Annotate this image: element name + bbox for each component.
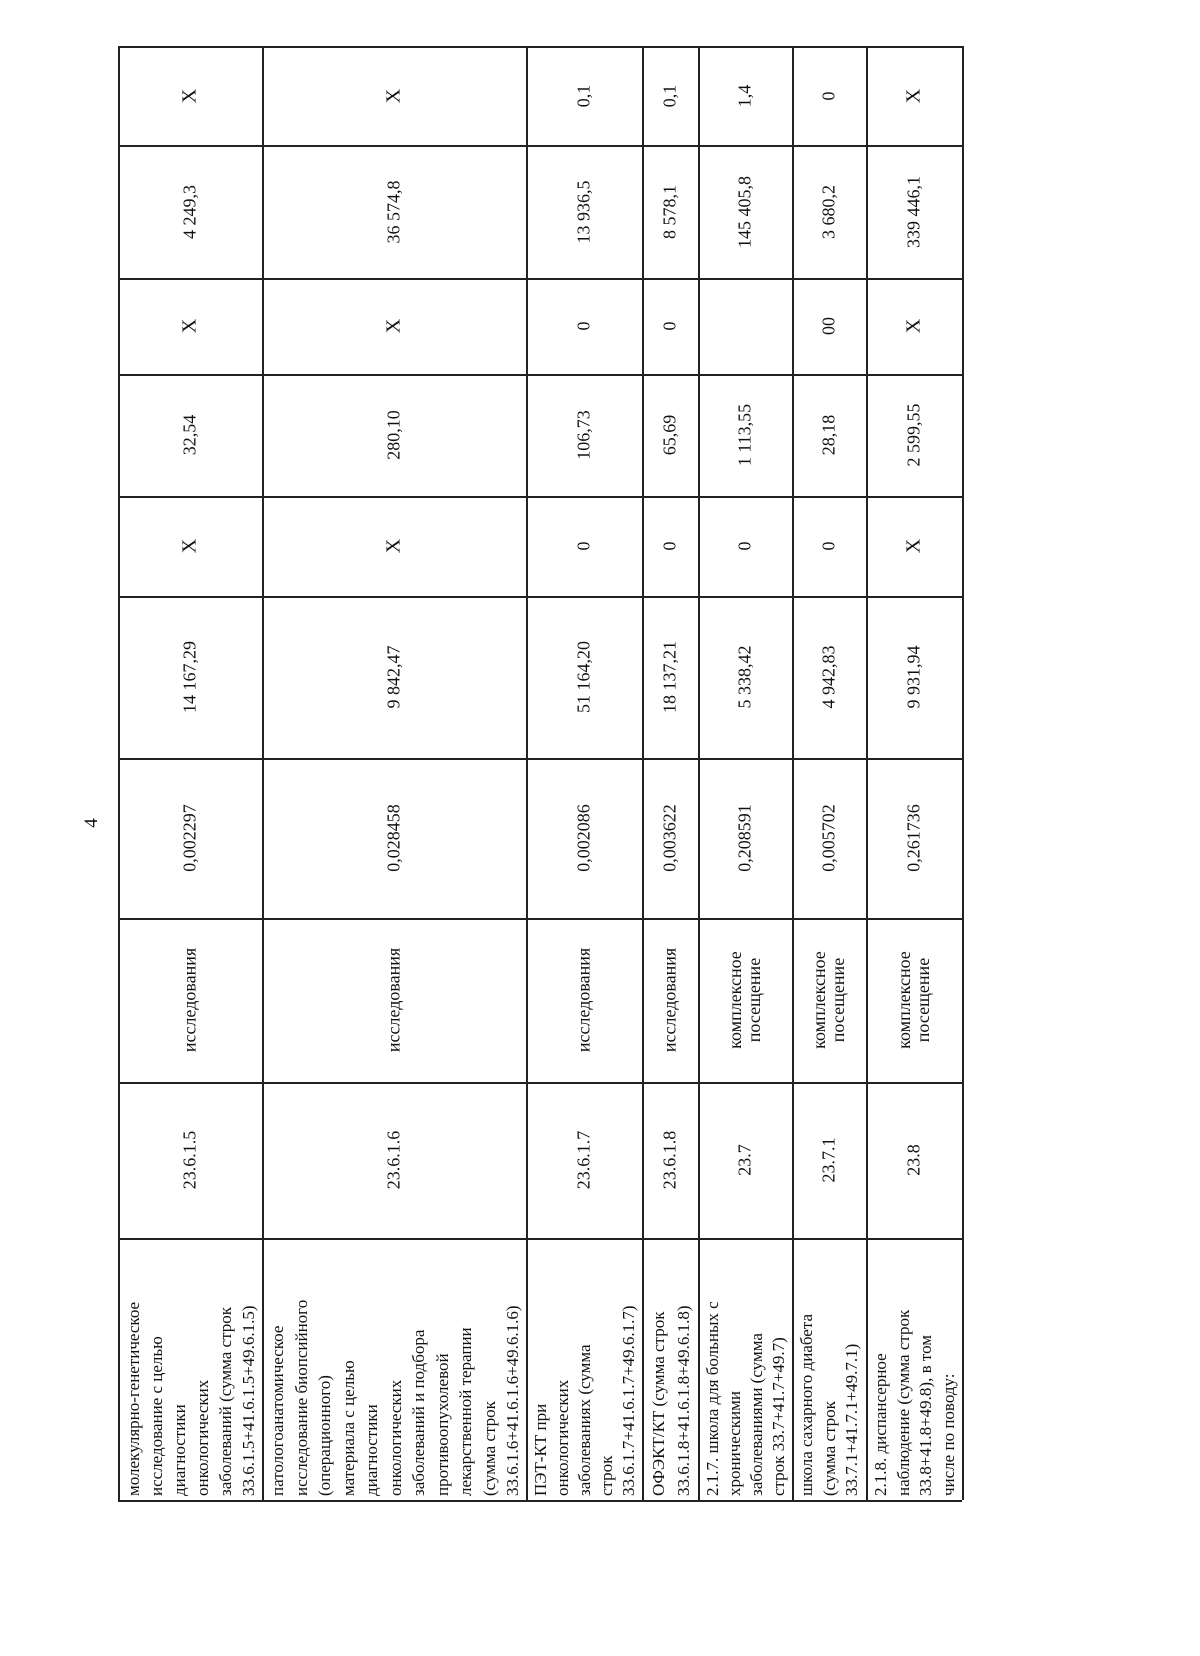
description-line: патологоанатомическое (268, 1325, 287, 1496)
c4-value: 0,261736 (903, 804, 924, 872)
c4-value: 0,028458 (383, 804, 404, 872)
description-line: материала с целью (338, 1360, 358, 1496)
c10-value: 0,1 (573, 84, 594, 107)
description-line: школа сахарного диабета (797, 1313, 816, 1496)
col10-cell (526, 46, 642, 145)
c6-value: 0 (818, 541, 839, 551)
code-cell (698, 1082, 792, 1238)
col8-cell (866, 278, 962, 374)
unit-line: посещение (913, 957, 933, 1043)
unit-cell (526, 918, 642, 1082)
c5-value: 14 167,29 (179, 641, 200, 713)
col6-cell (526, 496, 642, 596)
c4-value: 0,002297 (179, 804, 200, 872)
unit-cell (866, 918, 962, 1082)
description-line: заболеваний и подбора (409, 1329, 428, 1496)
col6-cell (642, 496, 698, 596)
page-number: 4 (81, 818, 102, 828)
unit-line: исследования (659, 947, 680, 1053)
c9-value: 13 936,5 (573, 180, 594, 243)
c6-value: 0 (573, 541, 594, 551)
ratio-cell (792, 758, 866, 918)
description-line: 33.7.1+41.7.1+49.7.1) (842, 1343, 862, 1496)
code-value: 23.6.1.6 (383, 1130, 404, 1190)
c4-value: 0,002086 (573, 804, 594, 872)
cost-cell (262, 596, 526, 758)
cost-cell (698, 596, 792, 758)
col6-cell (792, 496, 866, 596)
c8-value: 0 (573, 321, 594, 331)
description-line: заболеваниями (сумма (747, 1333, 766, 1496)
cost-cell (118, 596, 262, 758)
amount-cell (118, 145, 262, 278)
c5-value: 18 137,21 (659, 641, 680, 713)
col6-cell (698, 496, 792, 596)
c9-value: 339 446,1 (903, 175, 924, 248)
table-rule (962, 46, 964, 1500)
unit-line: комплексное (894, 951, 914, 1049)
unit-line: комплексное (725, 951, 745, 1049)
col7-cell (698, 374, 792, 496)
col7-cell (262, 374, 526, 496)
c4-value: 0,003622 (659, 804, 680, 872)
col7-cell (642, 374, 698, 496)
cost-cell (526, 596, 642, 758)
description-line: исследование с целью (147, 1336, 166, 1496)
col7-cell (866, 374, 962, 496)
ratio-cell (698, 758, 792, 918)
description-line: противоопухолевой (432, 1353, 452, 1496)
c9-value: 36 574,8 (383, 180, 404, 243)
ratio-cell (866, 758, 962, 918)
description-line: онкологических (553, 1379, 572, 1496)
description-line: хроническими (725, 1391, 744, 1496)
col8-cell (698, 278, 792, 374)
amount-cell (642, 145, 698, 278)
amount-cell (792, 145, 866, 278)
col10-cell (642, 46, 698, 145)
description-line: заболеваний (сумма строк (216, 1306, 235, 1496)
col6-cell (118, 496, 262, 596)
description-line: строк (597, 1455, 616, 1496)
col10-cell (792, 46, 866, 145)
col7-cell (526, 374, 642, 496)
unit-line: исследования (573, 947, 594, 1053)
description-line: ПЭТ-КТ при (531, 1403, 550, 1496)
c6-value: X (178, 538, 201, 554)
col7-cell (792, 374, 866, 496)
code-cell (526, 1082, 642, 1238)
code-value: 23.7 (734, 1144, 755, 1176)
cost-cell (792, 596, 866, 758)
c5-value: 51 164,20 (573, 641, 594, 713)
description-line: онкологических (385, 1379, 405, 1496)
col6-cell (262, 496, 526, 596)
c6-value: 0 (659, 541, 680, 551)
ratio-cell (118, 758, 262, 918)
amount-cell (262, 145, 526, 278)
c7-value: 106,73 (573, 410, 594, 460)
col6-cell (866, 496, 962, 596)
c9-value: 8 578,1 (659, 184, 680, 239)
description-line: ОФЭКТ/КТ (сумма строк (649, 1311, 668, 1496)
code-value: 23.6.1.7 (573, 1130, 594, 1190)
c10-value: X (902, 88, 925, 103)
col10-cell (262, 46, 526, 145)
c7-value: 280,10 (383, 410, 404, 460)
c4-value: 0,208591 (734, 804, 755, 872)
unit-line: комплексное (809, 951, 829, 1049)
ratio-cell (262, 758, 526, 918)
description-line: 33.6.1.7+41.6.1.7+49.6.1.7) (619, 1305, 638, 1496)
col10-cell (118, 46, 262, 145)
c8-value: X (382, 318, 405, 334)
c10-value: X (178, 88, 201, 103)
unit-line: посещение (828, 957, 848, 1043)
description-line: (операционного) (315, 1375, 334, 1496)
c7-value: 65,69 (659, 414, 680, 456)
description-cell (118, 1238, 262, 1500)
description-line: 33.6.1.6+41.6.1.6+49.6.1.6) (503, 1305, 522, 1496)
description-line: 33.6.1.8+41.6.1.8+49.6.1.8) (674, 1305, 693, 1496)
description-line: (сумма строк (479, 1401, 499, 1496)
unit-cell (262, 918, 526, 1082)
unit-cell (118, 918, 262, 1082)
c4-value: 0,005702 (818, 804, 839, 872)
c7-value: 2 599,55 (903, 403, 924, 467)
c5-value: 9 842,47 (383, 645, 404, 709)
unit-cell (642, 918, 698, 1082)
c10-value: X (382, 88, 405, 103)
c8-value: 0 (659, 321, 680, 331)
unit-cell (792, 918, 866, 1082)
ratio-cell (642, 758, 698, 918)
c7-value: 32,54 (179, 414, 200, 456)
description-line: (сумма строк (819, 1401, 839, 1496)
code-cell (262, 1082, 526, 1238)
code-cell (792, 1082, 866, 1238)
description-line: строк 33.7+41.7+49.7) (769, 1337, 788, 1496)
description-cell (642, 1238, 698, 1500)
amount-cell (526, 145, 642, 278)
c10-value: 0,1 (659, 84, 680, 107)
description-cell (262, 1238, 526, 1500)
description-line: заболеваниях (сумма (575, 1344, 594, 1496)
unit-line: исследования (179, 947, 200, 1053)
description-cell (526, 1238, 642, 1500)
description-line: 2.1.8. диспансерное (871, 1353, 890, 1496)
code-value: 23.8 (903, 1144, 924, 1176)
c6-value: 0 (734, 541, 755, 551)
c8-value: 00 (818, 317, 839, 335)
ratio-cell (526, 758, 642, 918)
description-line: молекулярно-генетическое (124, 1301, 143, 1496)
code-cell (866, 1082, 962, 1238)
description-cell (866, 1238, 962, 1500)
c6-value: X (902, 538, 925, 554)
code-value: 23.7.1 (818, 1137, 839, 1183)
description-line: диагностики (362, 1404, 381, 1496)
cost-cell (866, 596, 962, 758)
description-line: лекарственной терапии (456, 1327, 475, 1496)
c7-value: 28,18 (818, 414, 839, 456)
unit-line: посещение (744, 957, 764, 1043)
description-line: диагностики (170, 1404, 189, 1496)
code-value: 23.6.1.5 (179, 1130, 200, 1190)
amount-cell (866, 145, 962, 278)
description-line: наблюдение (сумма строк (893, 1309, 913, 1496)
c9-value: 3 680,2 (818, 184, 839, 239)
c9-value: 145 405,8 (734, 175, 755, 248)
col8-cell (262, 278, 526, 374)
c8-value: X (178, 318, 201, 334)
c8-value: X (902, 318, 925, 334)
description-line: 33.8+41.8+49.8), в том (916, 1334, 935, 1496)
col8-cell (642, 278, 698, 374)
c9-value: 4 249,3 (179, 184, 200, 239)
c7-value: 1 113,55 (734, 403, 755, 467)
description-line: онкологических (193, 1379, 212, 1496)
c6-value: X (382, 538, 405, 554)
description-line: 33.6.1.5+41.6.1.5+49.6.1.5) (239, 1305, 258, 1496)
col8-cell (526, 278, 642, 374)
c10-value: 0 (818, 91, 839, 100)
code-cell (642, 1082, 698, 1238)
c5-value: 4 942,83 (818, 645, 839, 709)
c10-value: 1,4 (734, 84, 755, 107)
table-rule (118, 1500, 962, 1502)
amount-cell (698, 145, 792, 278)
col10-cell (698, 46, 792, 145)
col7-cell (118, 374, 262, 496)
col10-cell (866, 46, 962, 145)
code-value: 23.6.1.8 (659, 1130, 680, 1190)
cost-cell (642, 596, 698, 758)
description-line: исследование биопсийного (291, 1299, 311, 1496)
col8-cell (792, 278, 866, 374)
unit-line: исследования (383, 947, 404, 1053)
description-cell (792, 1238, 866, 1500)
description-line: 2.1.7. школа для больных с (703, 1301, 722, 1496)
c5-value: 9 931,94 (903, 645, 924, 709)
c5-value: 5 338,42 (734, 645, 755, 709)
code-cell (118, 1082, 262, 1238)
description-cell (698, 1238, 792, 1500)
col8-cell (118, 278, 262, 374)
description-line: числе по поводу: (938, 1373, 958, 1496)
unit-cell (698, 918, 792, 1082)
